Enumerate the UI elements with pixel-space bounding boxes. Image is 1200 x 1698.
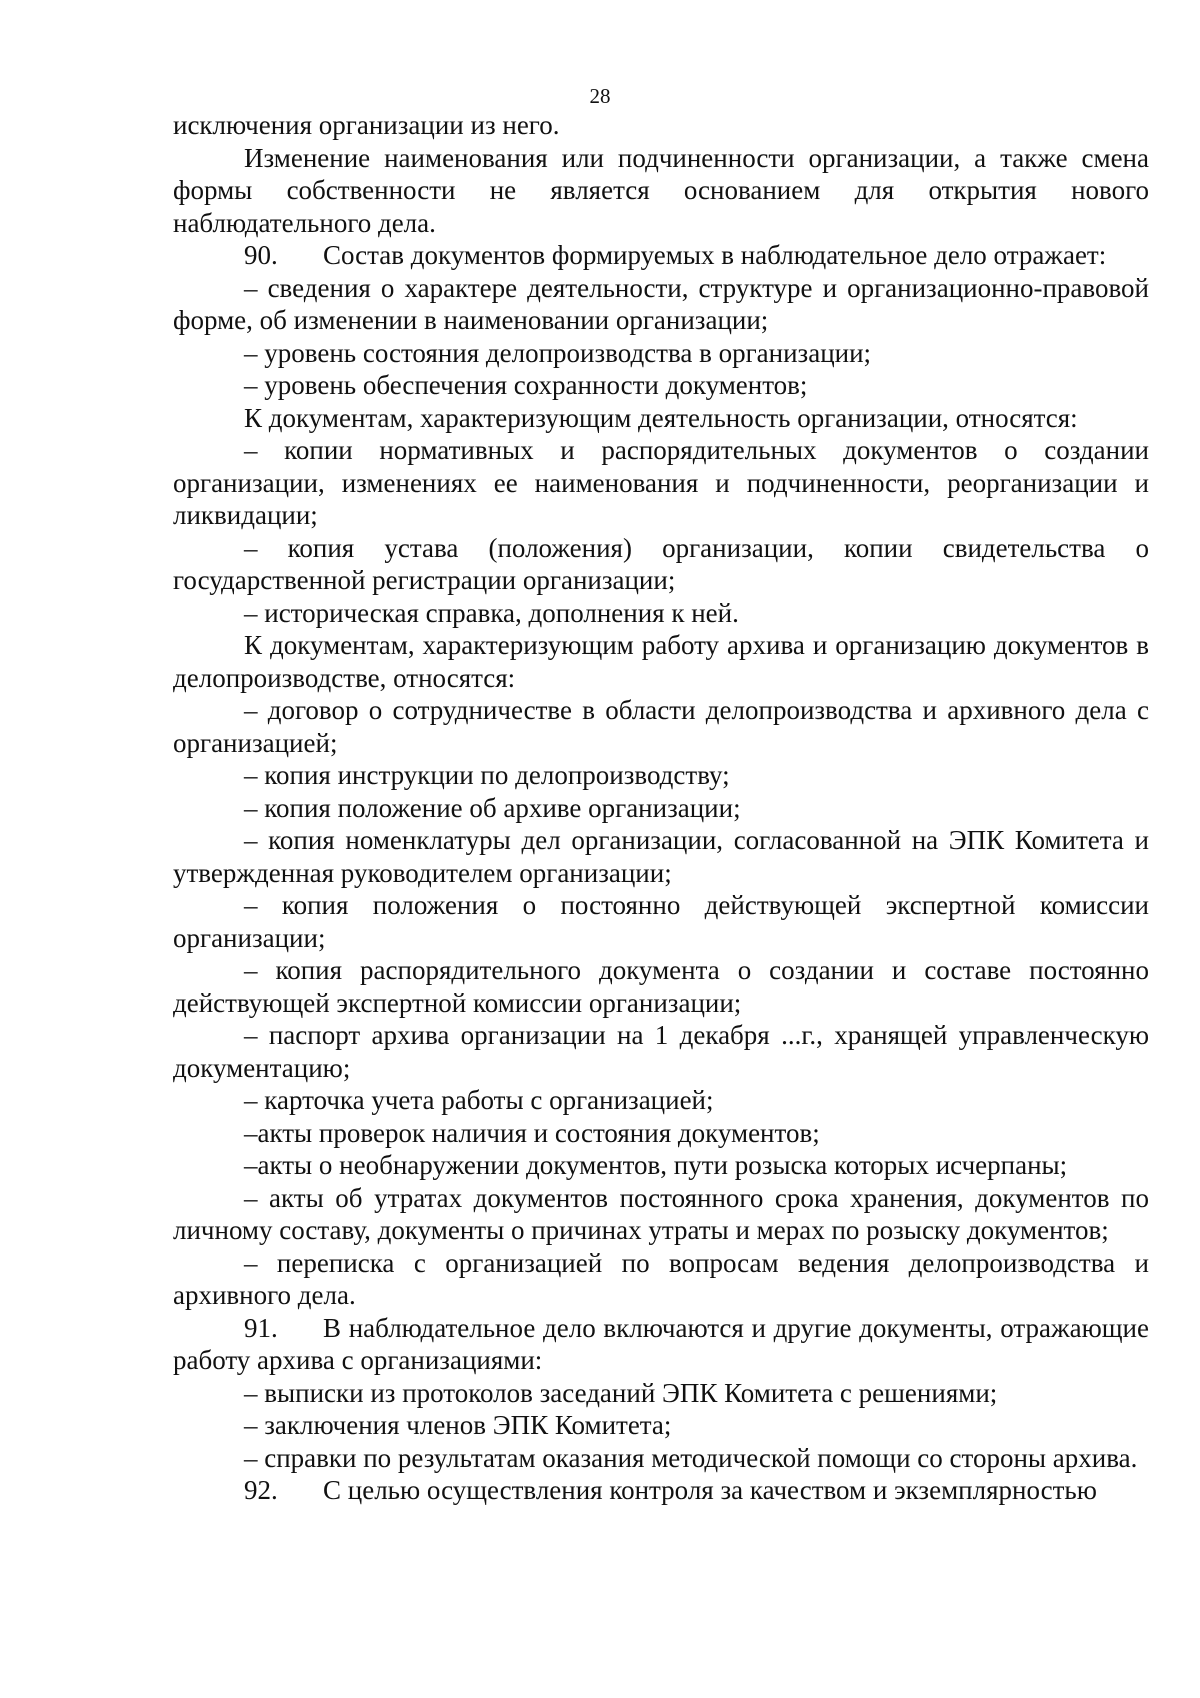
paragraph-number: 91. — [244, 1312, 278, 1343]
paragraph: К документам, характеризующим работу архива и организацию документов в делопроизводстве, относятся: — [173, 630, 1149, 693]
list-item: – паспорт архива организации на 1 декабря ...г., хранящей управленческую документацию; — [173, 1020, 1149, 1083]
list-item: – сведения о характере деятельности, структуре и организационно-правовой форме, об изменении в наименовании организации; — [173, 272, 1149, 335]
list-item: – копия распорядительного документа о создании и составе постоянно действующей экспертной комиссии организации; — [173, 955, 1149, 1018]
paragraph: К документам, характеризующим деятельность организации, относятся: — [244, 402, 1078, 433]
page-number: 28 — [589, 84, 611, 108]
list-item: – копия инструкции по делопроизводству; — [244, 760, 730, 790]
list-item: – справки по результатам оказания методической помощи со стороны архива. — [244, 1442, 1138, 1473]
numbered-paragraph-91: 91. В наблюдательное дело включаются и другие документы, отражающие работу архива с организациями: — [173, 1312, 1149, 1375]
list-item: –акты о необнаружении документов, пути розыска которых исчерпаны; — [244, 1150, 1068, 1180]
document-body — [173, 109, 1149, 1507]
paragraph-number: 90. — [244, 240, 278, 270]
list-item: – историческая справка, дополнения к ней. — [244, 597, 739, 628]
list-item: – копия номенклатуры дел организации, согласованной на ЭПК Комитета и утвержденная руководителем организации; — [173, 825, 1149, 888]
numbered-paragraph-92: 92. С целью осуществления контроля за качеством и экземплярностью — [244, 1475, 1097, 1505]
list-item: – копия положение об архиве организации; — [244, 792, 741, 823]
list-item: – копии нормативных и распорядительных документов о создании организации, изменениях ее наименования и подчиненности, реорганизации и ликвидации; — [173, 435, 1149, 530]
list-item: – выписки из протоколов заседаний ЭПК Комитета с решениями; — [244, 1377, 998, 1408]
list-item: – договор о сотрудничестве в области делопроизводства и архивного дела с организацией; — [173, 695, 1149, 758]
list-item: –акты проверок наличия и состояния документов; — [244, 1117, 820, 1148]
list-item: – копия положения о постоянно действующей экспертной комиссии организации; — [173, 890, 1149, 953]
paragraph-number: 92. — [244, 1475, 278, 1505]
list-item: – копия устава (положения) организации, копии свидетельства о государственной регистрации организации; — [173, 532, 1149, 595]
numbered-paragraph-90: 90. Состав документов формируемых в наблюдательное дело отражает: — [244, 240, 1107, 270]
list-item: – переписка с организацией по вопросам ведения делопроизводства и архивного дела. — [173, 1247, 1149, 1310]
paragraph: исключения организации из него. — [173, 110, 560, 140]
paragraph: Изменение наименования или подчиненности организации, а также смена формы собственности не является основанием для открытия нового наблюдательного дела. — [173, 142, 1149, 238]
list-item: – уровень состояния делопроизводства в организации; — [244, 337, 872, 368]
list-item: – карточка учета работы с организацией; — [244, 1085, 714, 1115]
list-item: – заключения членов ЭПК Комитета; — [244, 1410, 672, 1440]
list-item: – уровень обеспечения сохранности документов; — [244, 370, 808, 400]
list-item: – акты об утратах документов постоянного срока хранения, документов по личному составу, документы о причинах утраты и мерах по розыску документов; — [173, 1182, 1149, 1245]
